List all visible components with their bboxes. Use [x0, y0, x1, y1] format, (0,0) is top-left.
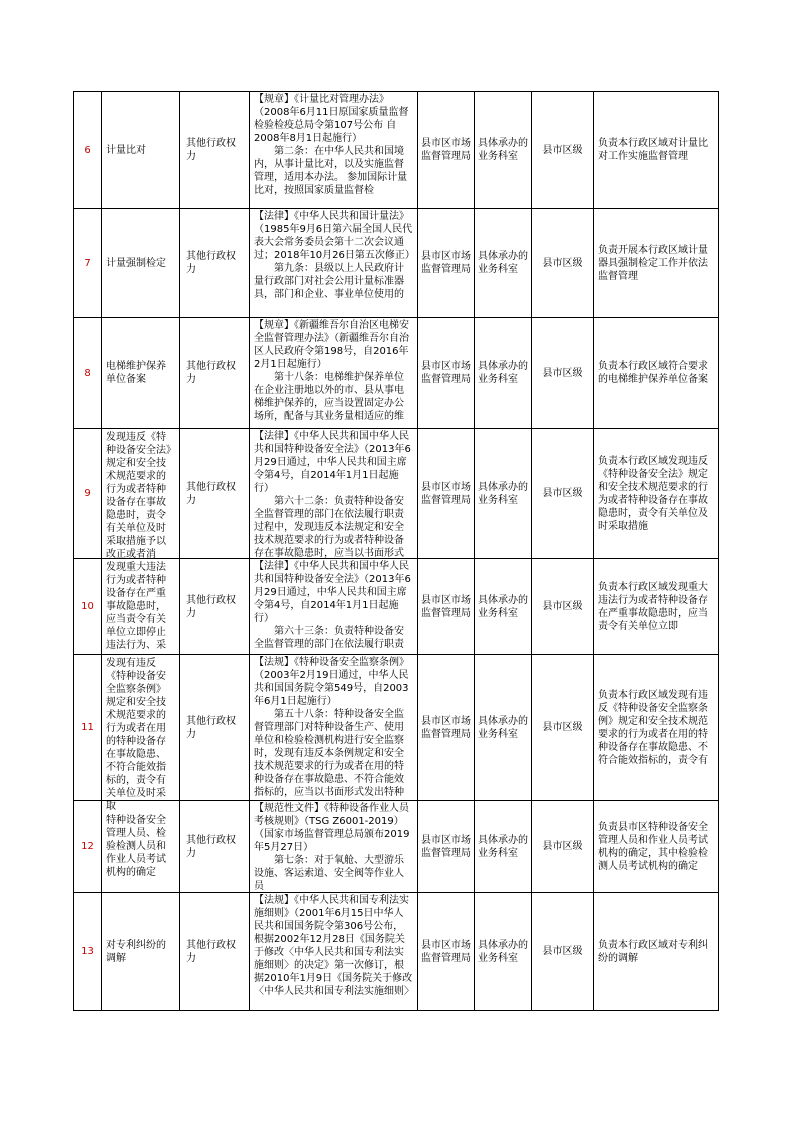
item-name: 发现重大违法行为或者特种设备存在严重事故隐患时，应当责令有关单位立即停止违法行为、采 — [102, 559, 180, 655]
handling-department: 具体承办的业务科室 — [475, 655, 532, 801]
responsibility: 负责本行政区域符合要求的电梯维护保养单位备案 — [594, 318, 719, 429]
item-name: 发现违反《特种设备安全法》规定和安全技术规范要求的行为或者特种设备存在事故隐患时，责令有关单位及时采取措施予以改正或者消 — [102, 429, 180, 559]
power-category: 其他行政权力 — [180, 92, 250, 209]
handling-department: 具体承办的业务科室 — [475, 429, 532, 559]
implementing-org: 县市区市场监督管理局 — [418, 92, 475, 209]
responsibility: 负责本行政区域对计量比对工作实施监督管理 — [594, 92, 719, 209]
row-number: 10 — [74, 559, 102, 655]
handling-department: 具体承办的业务科室 — [475, 559, 532, 655]
item-name: 电梯维护保养单位备案 — [102, 318, 180, 429]
item-name: 计量强制检定 — [102, 209, 180, 318]
handling-department: 具体承办的业务科室 — [475, 209, 532, 318]
implementing-org: 县市区市场监督管理局 — [418, 429, 475, 559]
legal-basis — [250, 801, 418, 893]
table-row — [74, 429, 719, 559]
table-body — [74, 92, 719, 1011]
power-category: 其他行政权力 — [180, 655, 250, 801]
table-row — [74, 92, 719, 209]
table-row — [74, 893, 719, 1011]
item-name: 特种设备安全管理人员、检验检测人员和作业人员考试机构的确定 — [102, 801, 180, 893]
responsibility: 负责本行政区域发现违反《特种设备安全法》规定和安全技术规范要求的行为或者特种设备存在事故隐患时，责令有关单位及时采取措施 — [594, 429, 719, 559]
handling-department: 具体承办的业务科室 — [475, 801, 532, 893]
row-number: 13 — [74, 893, 102, 1011]
responsibility: 负责本行政区域发现重大违法行为或者特种设备存在严重事故隐患时，应当责令有关单位立即 — [594, 559, 719, 655]
legal-basis-title: 【法律】《中华人民共和国中华人民共和国特种设备安全法》（2013年6月29日通过，中华人民共和国主席令第4号，自2014年1月1日起施行） — [254, 561, 411, 624]
admin-level: 县市区级 — [532, 209, 594, 318]
legal-basis — [250, 559, 418, 655]
table-row — [74, 801, 719, 893]
admin-level: 县市区级 — [532, 559, 594, 655]
implementing-org: 县市区市场监督管理局 — [418, 801, 475, 893]
legal-basis-article: 第六十三条：负责特种设备安全监督管理的部门在依法履行职责 — [254, 626, 404, 650]
item-name: 对专利纠纷的调解 — [102, 893, 180, 1011]
item-name: 发现有违反《特种设备安全监察条例》规定和安全技术规范要求的行为或者在用的特种设备存在事故隐患、不符合能效指标的，责令有关单位及时采取 — [102, 655, 180, 801]
handling-department: 具体承办的业务科室 — [475, 893, 532, 1011]
power-category: 其他行政权力 — [180, 429, 250, 559]
implementing-org: 县市区市场监督管理局 — [418, 893, 475, 1011]
legal-basis-title: 【法规】《特种设备安全监察条例》（2003年2月19日通过，中华人民共和国国务院令第549号，自2003年6月1日起施行） — [254, 657, 409, 707]
row-number: 6 — [74, 92, 102, 209]
legal-basis-article: 第七条：对于氧舱、大型游乐设施、客运索道、安全阀等作业人员 — [254, 855, 404, 892]
table-row — [74, 655, 719, 801]
legal-basis — [250, 209, 418, 318]
implementing-org: 县市区市场监督管理局 — [418, 559, 475, 655]
power-list-table — [73, 91, 719, 1011]
legal-basis-article: 第十八条：电梯维护保养单位在企业注册地以外的市、县从事电梯维护保养的，应当设置固定办公场所，配备与其业务量相适应的维 — [254, 372, 404, 422]
implementing-org: 县市区市场监督管理局 — [418, 655, 475, 801]
admin-level: 县市区级 — [532, 318, 594, 429]
power-category: 其他行政权力 — [180, 801, 250, 893]
power-category: 其他行政权力 — [180, 893, 250, 1011]
row-number: 9 — [74, 429, 102, 559]
legal-basis-article: 第五十八条：特种设备安全监督管理部门对特种设备生产、使用单位和检验检测机构进行安全监察时，发现有违反本条例规定和安全技术规范要求的行为或者在用的特种设备存在事故隐患、不符合能效指标的，应当以书面形式发出特种 — [254, 709, 404, 798]
responsibility: 负责本行政区域对专利纠纷的调解 — [594, 893, 719, 1011]
table-row — [74, 559, 719, 655]
admin-level: 县市区级 — [532, 92, 594, 209]
responsibility: 负责开展本行政区域计量器具强制检定工作并依法监督管理 — [594, 209, 719, 318]
row-number: 8 — [74, 318, 102, 429]
legal-basis-title: 【规章】《新疆维吾尔自治区电梯安全监督管理办法》（新疆维吾尔自治区人民政府令第198号，自2016年2月1日起施行） — [254, 320, 409, 370]
legal-basis-title: 【法律】《中华人民共和国中华人民共和国特种设备安全法》（2013年6月29日通过，中华人民共和国主席令第4号，自2014年1月1日起施行） — [254, 431, 411, 494]
legal-basis — [250, 893, 418, 1011]
row-number: 7 — [74, 209, 102, 318]
legal-basis — [250, 429, 418, 559]
handling-department: 具体承办的业务科室 — [475, 92, 532, 209]
row-number: 12 — [74, 801, 102, 893]
legal-basis-title: 【法规】《中华人民共和国专利法实施细则》（2001年6月15日中华人民共和国国务院令第306号公布，根据2002年12月28日《国务院关于修改〈中华人民共和国专利法实施细则〉的决定》第一次修订，根据2010年1月9日《国务院关于修改〈中华人民共和国专利法实施细则〉 — [254, 895, 414, 997]
table-row — [74, 209, 719, 318]
table-row — [74, 318, 719, 429]
legal-basis — [250, 318, 418, 429]
item-name: 计量比对 — [102, 92, 180, 209]
admin-level: 县市区级 — [532, 893, 594, 1011]
implementing-org: 县市区市场监督管理局 — [418, 318, 475, 429]
handling-department: 具体承办的业务科室 — [475, 318, 532, 429]
row-number: 11 — [74, 655, 102, 801]
legal-basis-article: 第九条：县级以上人民政府计量行政部门对社会公用计量标准器具，部门和企业、事业单位使用的 — [254, 263, 404, 300]
power-category: 其他行政权力 — [180, 318, 250, 429]
legal-basis-title: 【法律】《中华人民共和国计量法》（1985年9月6日第六届全国人民代表大会常务委员会第十二次会议通过；2018年10月26日第五次修正） — [254, 211, 415, 261]
legal-basis — [250, 655, 418, 801]
admin-level: 县市区级 — [532, 801, 594, 893]
legal-basis-title: 【规范性文件】《特种设备作业人员考核规则》（TSG Z6001-2019）（国家市场监督管理总局颁布2019年5月27日） — [254, 803, 410, 853]
legal-basis-article: 第六十二条：负责特种设备安全监督管理的部门在依法履行职责过程中，发现违反本法规定和安全技术规范要求的行为或者特种设备存在事故隐患时，应当以书面形式 — [254, 496, 404, 559]
admin-level: 县市区级 — [532, 429, 594, 559]
legal-basis — [250, 92, 418, 209]
legal-basis-title: 【规章】《计量比对管理办法》（2008年6月11日原国家质量监督检验检疫总局令第107号公布 自2008年8月1日起施行） — [254, 94, 409, 144]
responsibility: 负责县市区特种设备安全管理人员和作业人员考试机构的确定，其中检验检测人员考试机构的确定 — [594, 801, 719, 893]
implementing-org: 县市区市场监督管理局 — [418, 209, 475, 318]
responsibility: 负责本行政区域发现有违反《特种设备安全监察条例》规定和安全技术规范要求的行为或者在用的特种设备存在事故隐患、不符合能效指标的，责令有 — [594, 655, 719, 801]
power-category: 其他行政权力 — [180, 559, 250, 655]
legal-basis-article: 第二条：在中华人民共和国境内，从事计量比对，以及实施监督管理，适用本办法。 参加国际计量比对，按照国家质量监督检 — [254, 146, 408, 196]
power-category: 其他行政权力 — [180, 209, 250, 318]
admin-level: 县市区级 — [532, 655, 594, 801]
